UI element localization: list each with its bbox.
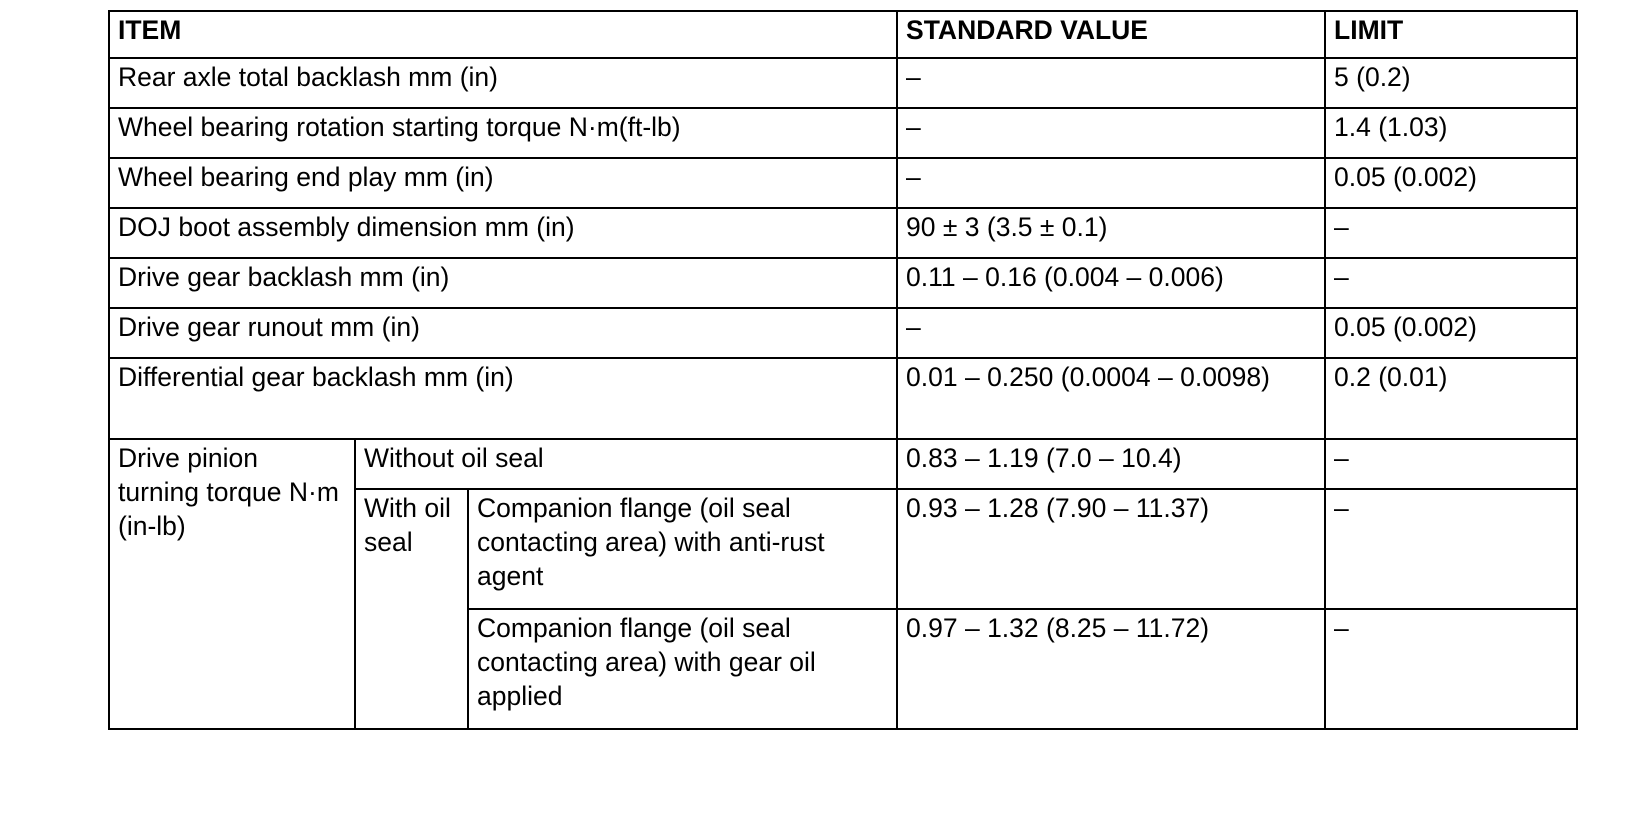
row-limit: 0.05 (0.002) (1325, 308, 1577, 358)
row-item: Differential gear backlash mm (in) (109, 358, 897, 439)
table-row (109, 58, 1577, 108)
table-row (109, 208, 1577, 258)
row-limit: – (1325, 489, 1577, 609)
row-standard-value: 0.83 – 1.19 (7.0 – 10.4) (897, 439, 1325, 489)
header-standard-value: STANDARD VALUE (897, 11, 1325, 58)
row-limit: 1.4 (1.03) (1325, 108, 1577, 158)
table-header-row (109, 11, 1577, 58)
row-limit: 0.05 (0.002) (1325, 158, 1577, 208)
row-standard-value: 0.97 – 1.32 (8.25 – 11.72) (897, 609, 1325, 729)
row-standard-value: – (897, 308, 1325, 358)
row-item: Wheel bearing end play mm (in) (109, 158, 897, 208)
condition-label: Companion flange (oil seal contacting area) with gear oil applied (468, 609, 897, 729)
table-row (109, 158, 1577, 208)
table-row (109, 439, 1577, 489)
row-limit: 5 (0.2) (1325, 58, 1577, 108)
header-limit: LIMIT (1325, 11, 1577, 58)
table-row (109, 308, 1577, 358)
condition-label: Companion flange (oil seal contacting area) with anti-rust agent (468, 489, 897, 609)
table-row (109, 358, 1577, 439)
row-item: Drive gear backlash mm (in) (109, 258, 897, 308)
row-item: Rear axle total backlash mm (in) (109, 58, 897, 108)
row-limit: – (1325, 609, 1577, 729)
row-limit: – (1325, 258, 1577, 308)
table-row (109, 108, 1577, 158)
row-standard-value: – (897, 108, 1325, 158)
header-item: ITEM (109, 11, 897, 58)
row-standard-value: 0.93 – 1.28 (7.90 – 11.37) (897, 489, 1325, 609)
row-item: Drive gear runout mm (in) (109, 308, 897, 358)
row-standard-value: 90 ± 3 (3.5 ± 0.1) (897, 208, 1325, 258)
row-standard-value: 0.01 – 0.250 (0.0004 – 0.0098) (897, 358, 1325, 439)
pinion-torque-label: Drive pinion turning torque N·m (in-lb) (109, 439, 355, 729)
row-limit: 0.2 (0.01) (1325, 358, 1577, 439)
row-limit: – (1325, 439, 1577, 489)
row-item: DOJ boot assembly dimension mm (in) (109, 208, 897, 258)
row-item: Wheel bearing rotation starting torque N·m(ft-lb) (109, 108, 897, 158)
row-standard-value: – (897, 158, 1325, 208)
specification-table (108, 10, 1578, 730)
row-limit: – (1325, 208, 1577, 258)
without-oil-seal-label: Without oil seal (355, 439, 897, 489)
row-standard-value: 0.11 – 0.16 (0.004 – 0.006) (897, 258, 1325, 308)
with-oil-seal-label: With oil seal (355, 489, 468, 729)
row-standard-value: – (897, 58, 1325, 108)
table-row (109, 258, 1577, 308)
